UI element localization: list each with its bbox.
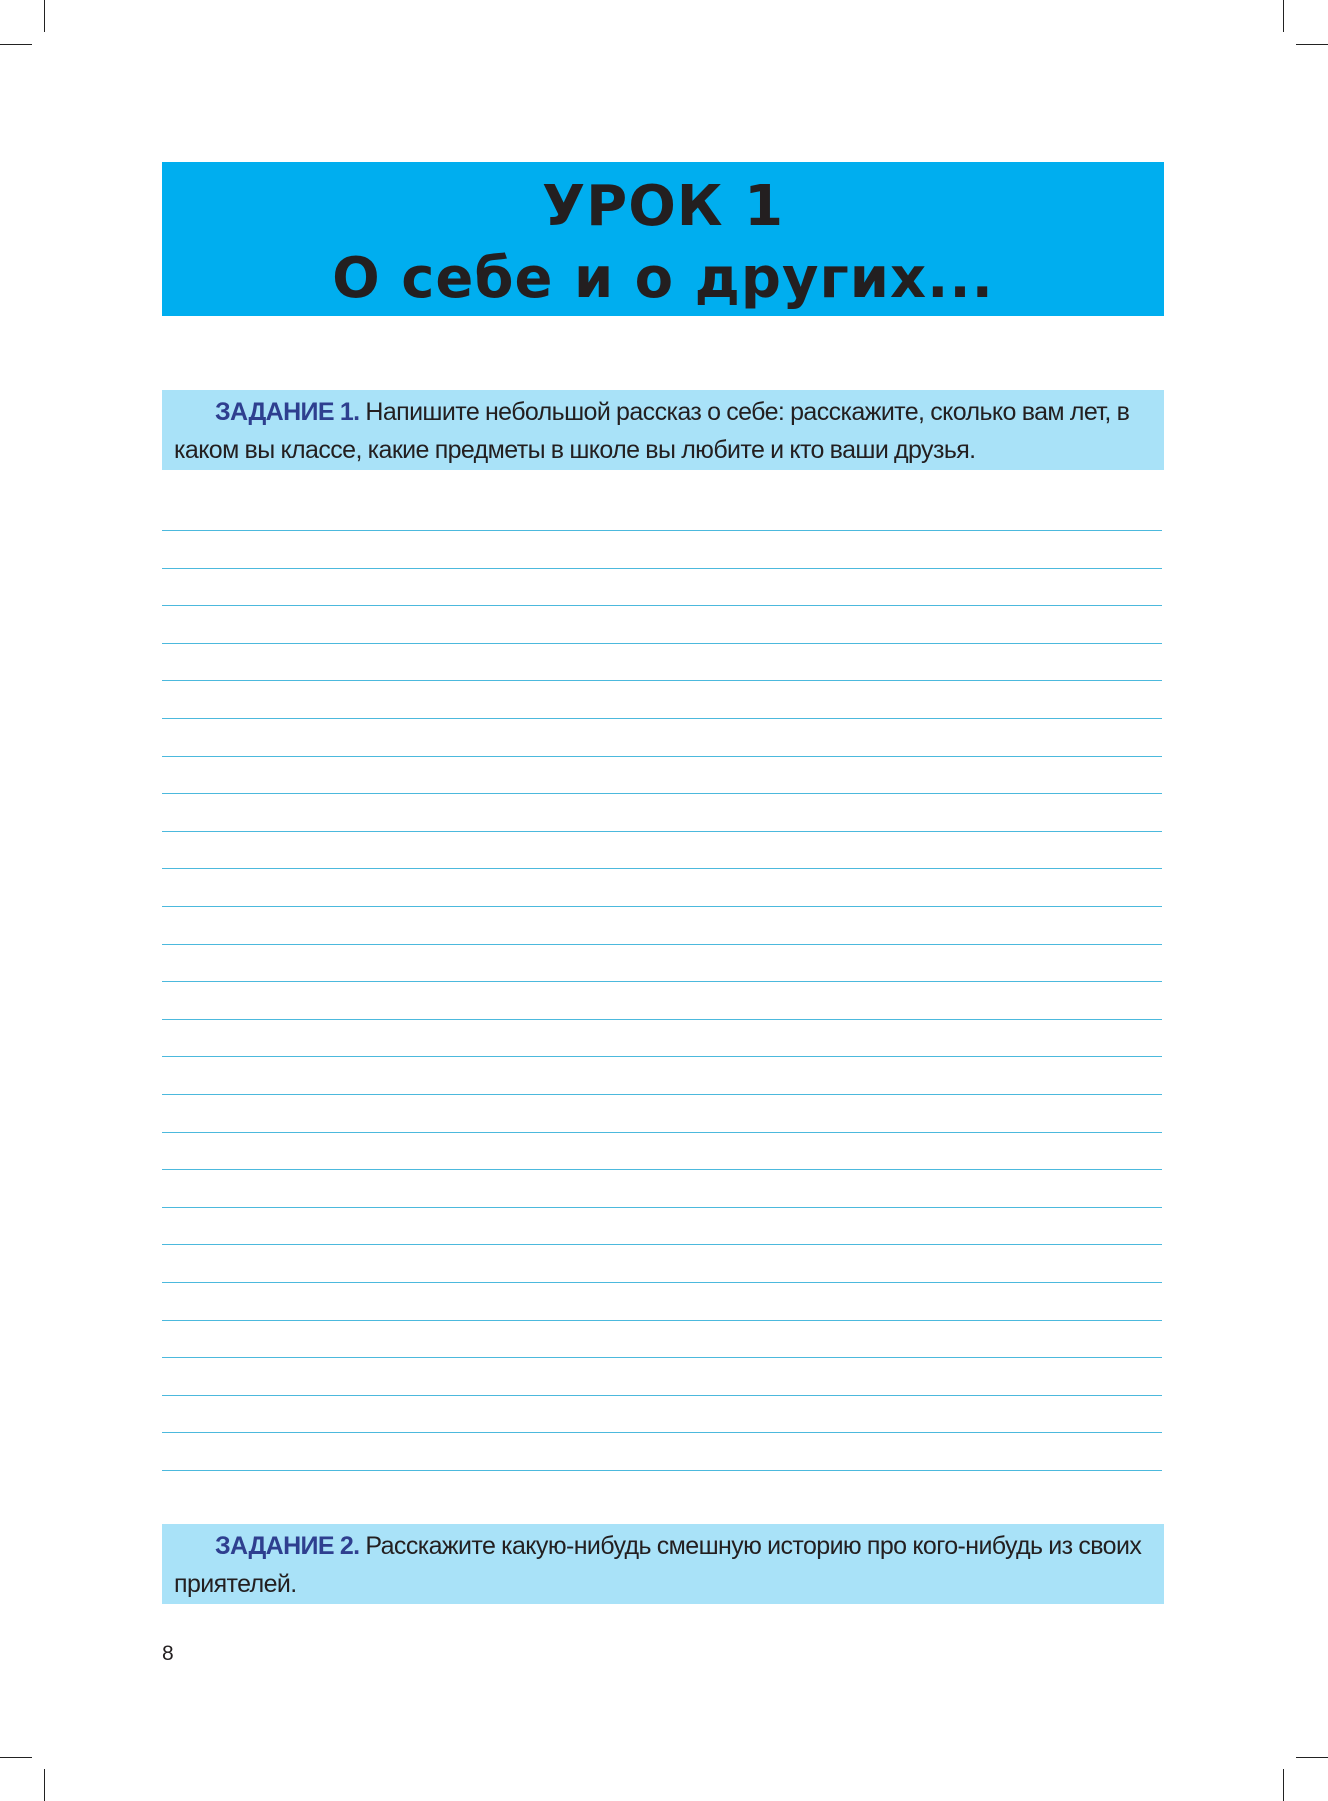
writing-line[interactable] bbox=[162, 793, 1162, 794]
writing-line[interactable] bbox=[162, 831, 1162, 832]
writing-line[interactable] bbox=[162, 605, 1162, 606]
crop-mark bbox=[1296, 44, 1328, 45]
crop-mark bbox=[1283, 0, 1284, 32]
writing-line[interactable] bbox=[162, 718, 1162, 719]
task-2-box bbox=[162, 1524, 1164, 1604]
writing-line[interactable] bbox=[162, 906, 1162, 907]
lesson-title-banner bbox=[162, 162, 1164, 316]
crop-mark bbox=[44, 1769, 45, 1801]
task-1-text: Напишите небольшой рассказ о себе: расскажите, сколько вам лет, в каком вы классе, какие предметы в школе вы любите и кто ваши друзья. bbox=[174, 398, 1130, 464]
lesson-title: О себе и о других... bbox=[332, 246, 994, 311]
writing-line[interactable] bbox=[162, 1019, 1162, 1020]
task-1-text-block bbox=[174, 393, 1152, 469]
writing-line[interactable] bbox=[162, 868, 1162, 869]
writing-line[interactable] bbox=[162, 1132, 1162, 1133]
writing-line[interactable] bbox=[162, 1094, 1162, 1095]
task-1-label: ЗАДАНИЕ 1. bbox=[215, 398, 360, 426]
task-2-label: ЗАДАНИЕ 2. bbox=[215, 1532, 360, 1560]
writing-line[interactable] bbox=[162, 530, 1162, 531]
crop-mark bbox=[44, 0, 45, 32]
writing-line[interactable] bbox=[162, 1432, 1162, 1433]
writing-line[interactable] bbox=[162, 568, 1162, 569]
writing-line[interactable] bbox=[162, 1282, 1162, 1283]
writing-line[interactable] bbox=[162, 981, 1162, 982]
crop-mark bbox=[0, 1757, 32, 1758]
writing-line[interactable] bbox=[162, 643, 1162, 644]
writing-line[interactable] bbox=[162, 1169, 1162, 1170]
writing-line[interactable] bbox=[162, 1056, 1162, 1057]
writing-line[interactable] bbox=[162, 1395, 1162, 1396]
writing-line[interactable] bbox=[162, 1244, 1162, 1245]
task-2-text: Расскажите какую-нибудь смешную историю про кого-нибудь из своих приятелей. bbox=[174, 1532, 1142, 1598]
crop-mark bbox=[1283, 1769, 1284, 1801]
crop-mark bbox=[1296, 1757, 1328, 1758]
writing-line[interactable] bbox=[162, 1357, 1162, 1358]
task-1-box bbox=[162, 390, 1164, 470]
lesson-number: УРОК 1 bbox=[541, 174, 785, 239]
writing-line[interactable] bbox=[162, 944, 1162, 945]
writing-line[interactable] bbox=[162, 1320, 1162, 1321]
page-number: 8 bbox=[162, 1642, 174, 1665]
writing-line[interactable] bbox=[162, 680, 1162, 681]
writing-line[interactable] bbox=[162, 1470, 1162, 1471]
writing-line[interactable] bbox=[162, 1207, 1162, 1208]
task-2-text-block bbox=[174, 1527, 1152, 1603]
writing-line[interactable] bbox=[162, 756, 1162, 757]
crop-mark bbox=[0, 44, 32, 45]
